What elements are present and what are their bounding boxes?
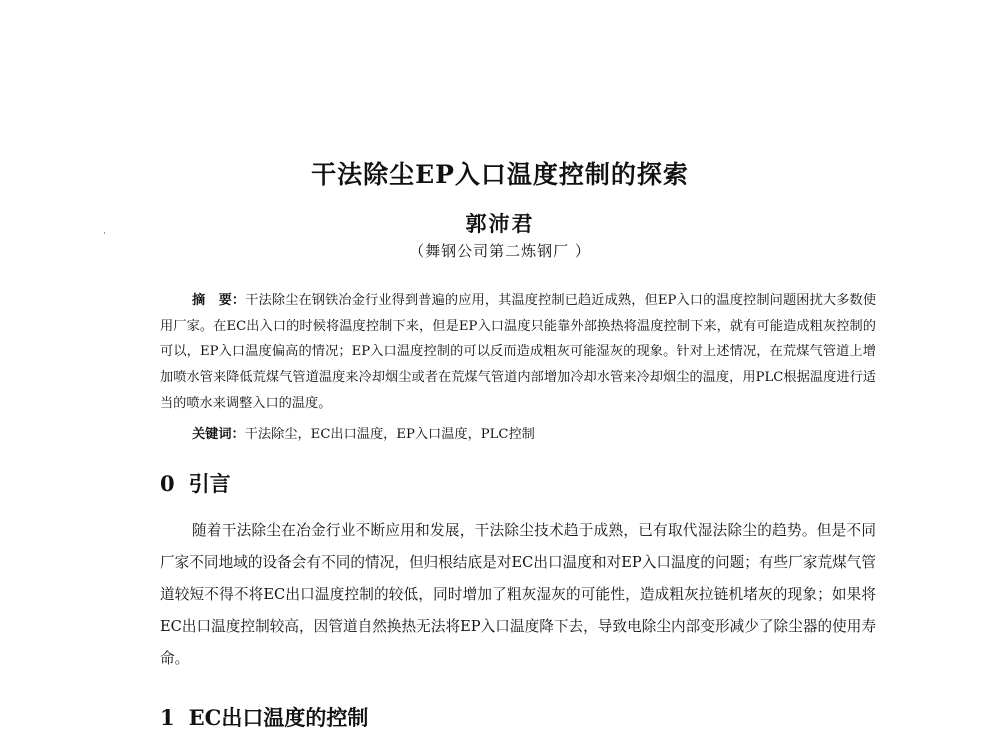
keywords: [192, 425, 535, 445]
section-number: 0: [160, 471, 175, 496]
paper-title: 干法除尘EP入口温度控制的探索: [311, 160, 689, 189]
introduction-paragraph: 随着干法除尘在冶金行业不断应用和发展，干法除尘技术趋于成熟，已有取代湿法除尘的趋势。但是不同厂家不同地域的设备会有不同的情况，但归根结底是对EC出口温度和对EP入口温度的问题；有些厂家荒煤气管道较短不得不将EC出口温度控制的较低，同时增加了粗灰湿灰的可能性，造成粗灰拉链机堵灰的现象；如果将EC出口温度控制较高，因管道自然换热无法将EP入口温度降下去，导致电除尘内部变形减少了除尘器的使用寿命。: [160, 522, 876, 667]
keywords-label: 关键词：: [192, 427, 245, 442]
section-title: 引言: [188, 471, 231, 496]
abstract-text: 干法除尘在钢铁冶金行业得到普遍的应用，其温度控制已趋近成熟，但EP入口的温度控制问题困扰大多数使用厂家。在EC出入口的时候将温度控制下来，但是EP入口温度只能靠外部换热将温度控制下来，就有可能造成粗灰控制的可以，EP入口温度偏高的情况；EP入口温度控制的可以反而造成粗灰可能湿灰的现象。针对上述情况，在荒煤气管道上增加喷水管来降低荒煤气管道温度来冷却烟尘或者在荒煤气管道内部增加冷却水管来冷却烟尘的温度，用PLC根据温度进行适当的喷水来调整入口的温度。: [160, 293, 877, 411]
abstract: [160, 288, 876, 417]
author-affiliation: （舞钢公司第二炼钢厂 ）: [409, 242, 591, 260]
abstract-label: 摘 要：: [192, 293, 246, 308]
section-heading-ec-outlet-temperature: [160, 702, 368, 732]
section-title: EC出口温度的控制: [188, 705, 369, 730]
author-name: 郭沛君: [465, 211, 535, 236]
section-number: 1: [160, 705, 175, 730]
keywords-text: 干法除尘，EC出口温度，EP入口温度，PLC控制: [244, 427, 535, 442]
section-heading-introduction: [160, 468, 231, 498]
